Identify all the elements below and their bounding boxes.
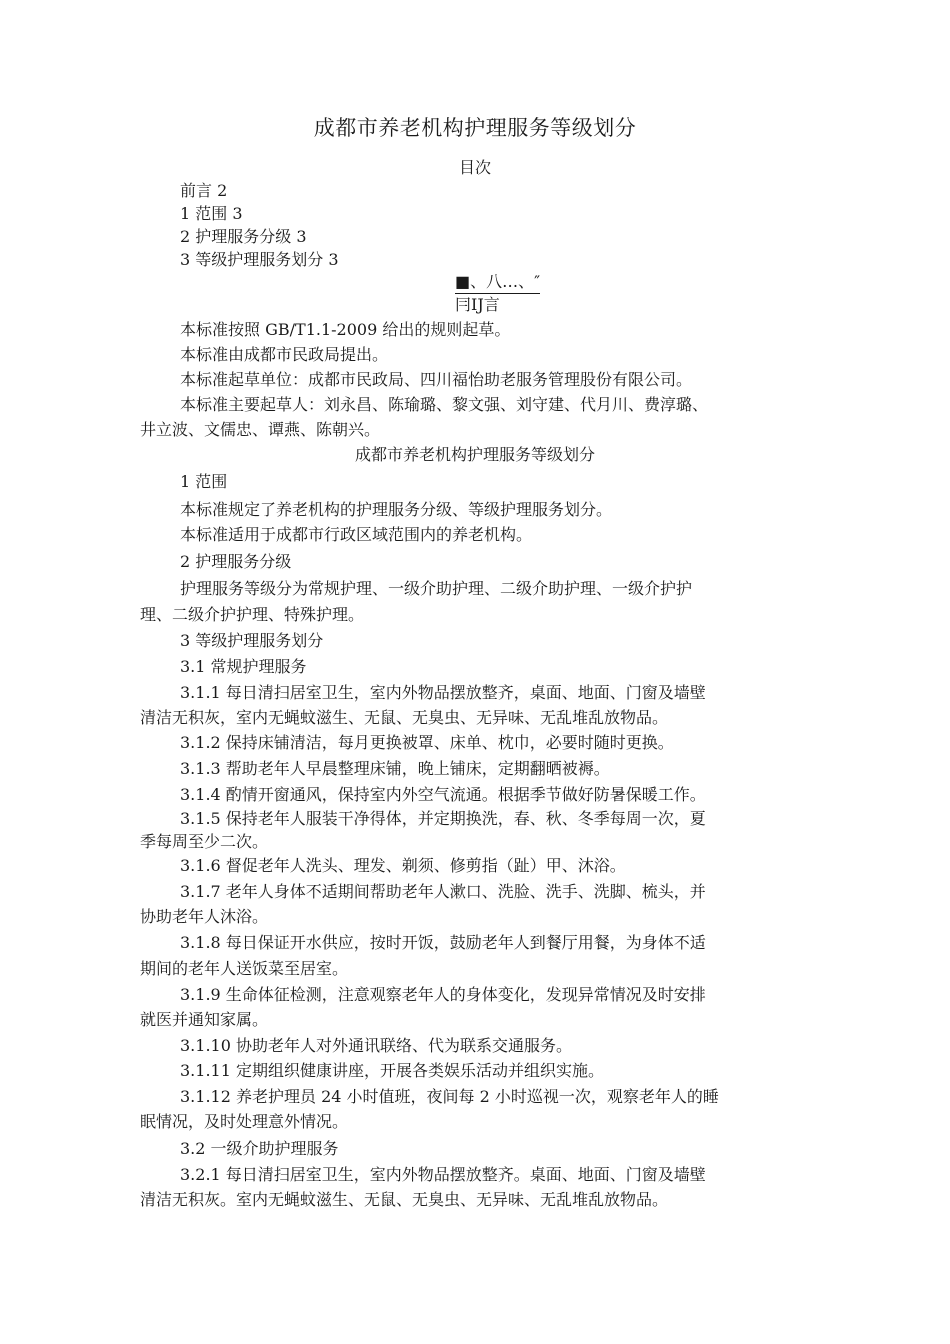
clause: 3.1.6 督促老年人洗头、理发、剃须、修剪指（趾）甲、沐浴。 <box>180 856 626 875</box>
clause-cont: 清洁无积灰。室内无蝇蚊滋生、无鼠、无臭虫、无异味、无乱堆乱放物品。 <box>140 1190 669 1209</box>
toc-item: 2 护理服务分级 3 <box>180 227 307 246</box>
toc-heading: 目次 <box>458 158 491 177</box>
clause: 3.1.7 老年人身体不适期间帮助老年人漱口、洗脸、洗手、洗脚、梳头，并 <box>180 882 706 901</box>
paragraph: 护理服务等级分为常规护理、一级介助护理、二级介助护理、一级介护护 <box>180 579 693 598</box>
foreword-paragraph: 本标准起草单位：成都市民政局、四川福怡助老服务管理股份有限公司。 <box>180 370 693 389</box>
clause-cont: 就医并通知家属。 <box>140 1010 269 1029</box>
foreword-paragraph: 本标准主要起草人：刘永昌、陈瑜璐、黎文强、刘守建、代月川、费淳璐、 <box>180 395 709 414</box>
clause: 3.1.8 每日保证开水供应，按时开饭，鼓励老年人到餐厅用餐，为身体不适 <box>180 933 706 952</box>
toc-item: 前言 2 <box>180 181 228 200</box>
subsection-heading: 3.1 常规护理服务 <box>180 657 307 676</box>
clause: 3.1.3 帮助老年人早晨整理床铺，晚上铺床，定期翻晒被褥。 <box>180 759 610 778</box>
clause: 3.1.4 酌情开窗通风，保持室内外空气流通。根据季节做好防暑保暖工作。 <box>180 785 706 804</box>
clause: 3.1.10 协助老年人对外通讯联络、代为联系交通服务。 <box>180 1036 572 1055</box>
paragraph-cont: 理、二级介护护理、特殊护理。 <box>140 605 365 624</box>
section-heading: 3 等级护理服务划分 <box>180 631 324 650</box>
clause: 3.1.5 保持老年人服装干净得体，并定期换洗，春、秋、冬季每周一次，夏 <box>180 809 706 828</box>
toc-item: 1 范围 3 <box>180 204 243 223</box>
subsection-heading: 3.2 一级介助护理服务 <box>180 1139 339 1158</box>
clause: 3.1.11 定期组织健康讲座，开展各类娱乐活动并组织实施。 <box>180 1061 604 1080</box>
paragraph: 本标准规定了养老机构的护理服务分级、等级护理服务划分。 <box>180 500 613 519</box>
toc-item: 3 等级护理服务划分 3 <box>180 250 339 269</box>
section-heading: 1 范围 <box>180 472 228 491</box>
foreword-paragraph: 本标准由成都市民政局提出。 <box>180 345 389 364</box>
clause: 3.1.2 保持床铺清洁，每月更换被罩、床单、枕巾，必要时随时更换。 <box>180 733 674 752</box>
clause: 3.1.9 生命体征检测，注意观察老年人的身体变化，发现异常情况及时安排 <box>180 985 706 1004</box>
foreword-paragraph: 本标准按照 GB/T1.1-2009 给出的规则起草。 <box>180 320 511 339</box>
clause-cont: 眠情况，及时处理意外情况。 <box>140 1112 349 1131</box>
clause-cont: 协助老年人沐浴。 <box>140 907 269 926</box>
body-title: 成都市养老机构护理服务等级划分 <box>354 445 595 464</box>
clause: 3.2.1 每日清扫居室卫生，室内外物品摆放整齐。桌面、地面、门窗及墙壁 <box>180 1165 706 1184</box>
paragraph: 本标准适用于成都市行政区域范围内的养老机构。 <box>180 525 533 544</box>
document-title: 成都市养老机构护理服务等级划分 <box>313 116 637 140</box>
clause-cont: 季每周至少二次。 <box>140 832 269 851</box>
foreword-paragraph-cont: 井立波、文儒忠、谭燕、陈朝兴。 <box>140 420 381 439</box>
section-heading: 2 护理服务分级 <box>180 552 292 571</box>
clause: 3.1.1 每日清扫居室卫生，室内外物品摆放整齐，桌面、地面、门窗及墙壁 <box>180 683 706 702</box>
garbled-line-2: 冃IJ言 <box>455 295 500 314</box>
garbled-text-1: ■、八…、″ <box>455 271 540 294</box>
clause: 3.1.12 养老护理员 24 小时值班，夜间每 2 小时巡视一次，观察老年人的睡 <box>180 1087 719 1106</box>
clause-cont: 期间的老年人送饭菜至居室。 <box>140 959 349 978</box>
clause-cont: 清洁无积灰，室内无蝇蚊滋生、无鼠、无臭虫、无异味、无乱堆乱放物品。 <box>140 708 669 727</box>
